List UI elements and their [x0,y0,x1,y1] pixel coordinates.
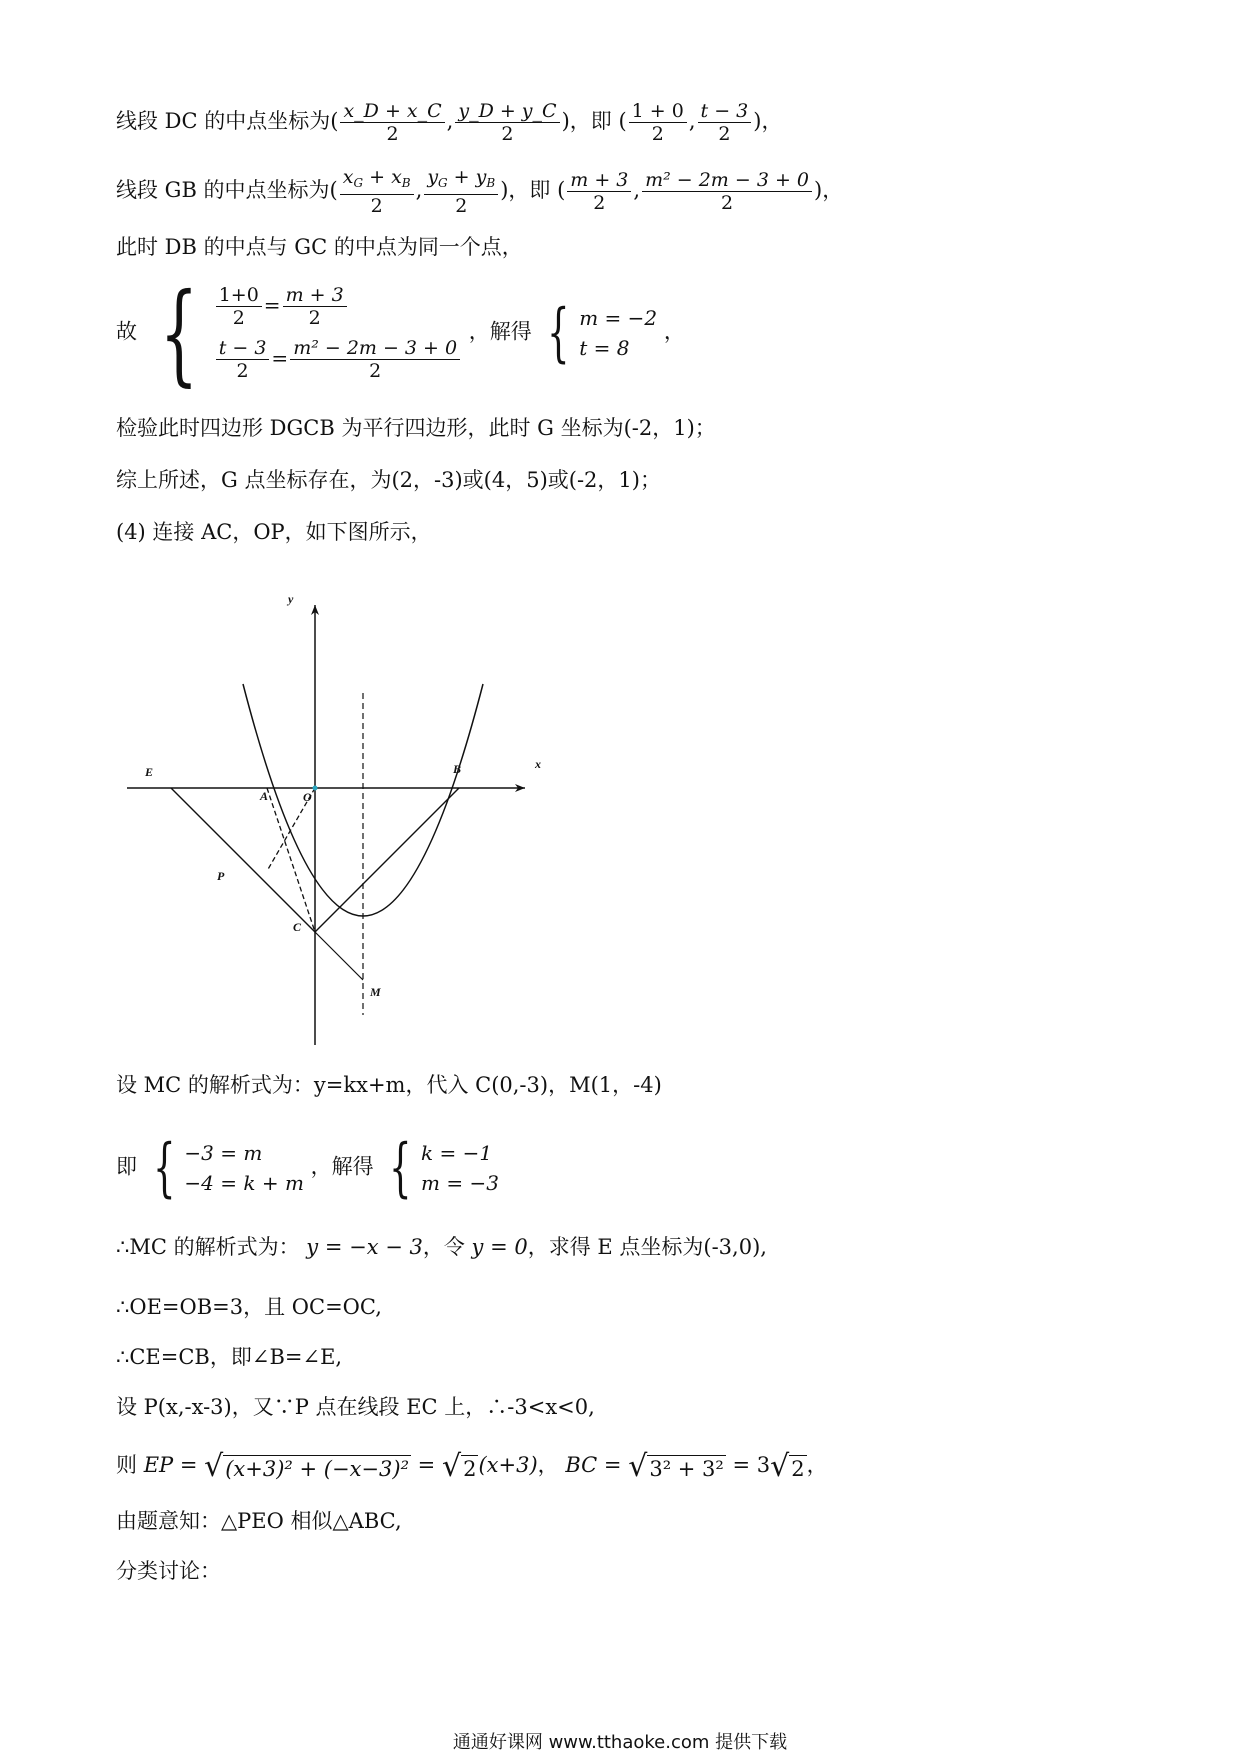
text: = [417,1453,436,1477]
fraction [642,169,812,214]
line-part4: (4) 连接 AC，OP，如下图所示， [116,520,432,544]
radicand: 2 [791,1456,805,1481]
brace: { [159,269,198,397]
frac-num: $y_G + y_B$ [424,166,498,195]
equation: (x+3) [478,1453,538,1477]
label-P: P [217,869,225,883]
frac-num: m² − 2m − 3 + 0 [290,337,460,360]
brace: { [152,1131,176,1205]
fraction [340,100,444,145]
sqrt [770,1448,807,1484]
frac-num: m² − 2m − 3 + 0 [642,169,812,192]
text: ，即 ( [569,109,627,133]
segment-EC [171,788,315,932]
line-similar: 由题意知：△PEO 相似△ABC, [116,1509,402,1533]
brace: { [547,296,571,370]
segment-AC [267,788,315,932]
solution-system [380,1131,499,1205]
text: )， [753,109,783,133]
frac-num: y_D + y_C [455,100,559,123]
text: )， [814,178,844,202]
text: 即 [116,1154,137,1179]
label-O: O [303,790,312,804]
line-dc-midpoint: 线段 DC 的中点坐标为( $\frac{x\_D + x\_C}{2}$ , $\frac{y\_D + y\_C}{2}$ )，即 ( $\frac{1 + 0}{2}$ , $\frac{t - 3}{2}$ )， [116,100,783,145]
fraction [340,166,414,217]
equation: BC = [565,1453,622,1477]
equation: y = 0 [471,1235,528,1259]
radical-sign: √ [770,1448,790,1484]
equation: EP = [143,1453,198,1477]
page-footer: 通通好课网 www.tthaoke.com 提供下载 [452,1732,788,1753]
system-rows [184,1138,304,1198]
origin-dot [313,786,318,791]
frac-den: 2 [593,192,606,214]
fraction [216,284,262,329]
radicand: 2 [463,1456,477,1481]
text: ， [537,1453,559,1477]
fraction [216,337,270,382]
brace: { [389,1131,412,1205]
label-x: x [535,757,541,771]
label-E: E [145,765,154,779]
sqrt [441,1448,479,1484]
line-mc-result [116,1232,767,1262]
fraction [698,100,752,145]
segment-CM [315,932,363,980]
fraction [629,100,687,145]
text: ，解得 [310,1154,374,1179]
radicand: (x+3)² + (−x−3)² [225,1456,409,1481]
radical-sign: √ [204,1448,224,1484]
text: ， [806,1453,828,1477]
frac-den: 2 [718,123,731,145]
text: = 3 [732,1453,771,1477]
label-B: B [453,762,462,776]
label-C: C [293,920,302,934]
segment-BC [315,788,459,932]
text: = [263,293,281,317]
frac-den: 2 [455,195,468,217]
parabola-figure [120,575,560,1045]
system-row: m = −3 [421,1171,499,1195]
line-set-p: 设 P(x,-x-3)，又∵P 点在线段 EC 上，∴-3<x<0, [116,1395,595,1419]
frac-den: 2 [308,307,321,329]
frac-den: 2 [369,360,382,382]
text: 故 [116,319,137,344]
frac-num: 1 + 0 [629,100,687,123]
line-ep-bc [116,1450,828,1482]
frac-num: 1+0 [216,284,262,307]
system-row [214,337,462,382]
line-gb-midpoint: 线段 GB 的中点坐标为( $\frac{x_G + x_B}{2}$ , $\frac{y_G + y_B}{2}$ )，即 ( $\frac{m + 3}{2}$ , $\frac{\text{m² − 2m − 3 + 0}}{2}$ )， [116,166,844,217]
equation: y = −x − 3 [306,1235,423,1259]
system-row: −3 = m [184,1141,263,1165]
frac-num: $x_G + x_B$ [340,166,414,195]
system-rows [214,284,462,382]
frac-den: 2 [232,307,245,329]
text: 线段 GB 的中点坐标为( [116,178,338,202]
line-system-solve [116,269,685,397]
label-A: A [260,789,269,803]
system-row: m = −2 [579,306,658,330]
fraction [283,284,347,329]
system-rows [579,303,657,363]
text: ，解得 [468,319,532,344]
label-M: M [370,985,381,999]
line-summary: 综上所述，G 点坐标存在，为(2，-3)或(4，5)或(-2，1)； [116,468,661,492]
frac-den: 2 [236,360,249,382]
frac-num: m + 3 [283,284,347,307]
line-classify: 分类讨论： [116,1559,221,1583]
text: 则 [116,1453,137,1477]
line-mc-setup: 设 MC 的解析式为：y=kx+m，代入 C(0,-3)，M(1，-4) [116,1073,662,1097]
system-row: k = −1 [421,1141,493,1165]
frac-den: 2 [386,123,399,145]
line-oe-ob: ∴OE=OB=3，且 OC=OC, [116,1295,382,1319]
solution-system [538,296,658,370]
text: ，即 ( [508,178,566,202]
system-rows [421,1138,499,1198]
frac-den: 2 [651,123,664,145]
text: ，求得 E 点坐标为(-3,0), [527,1235,767,1259]
text: 线段 DC 的中点坐标为( [116,109,339,133]
system-row [214,284,462,329]
system-row: −4 = k + m [184,1171,304,1195]
fraction [567,169,631,214]
text: ， [663,319,685,344]
radical-sign: √ [441,1448,462,1484]
system-row: t = 8 [579,336,630,360]
frac-num: x_D + x_C [340,100,444,123]
radicand: 3² + 3² [649,1456,724,1481]
line-mc-system [116,1131,499,1205]
line-ce-cb: ∴CE=CB，即∠B=∠E, [116,1345,343,1369]
equation-system [144,1131,304,1205]
line-same-midpoint: 此时 DB 的中点与 GC 的中点为同一个点， [116,235,523,259]
line-check-parallelogram: 检验此时四边形 DGCB 为平行四边形，此时 G 坐标为(-2，1)； [116,416,716,440]
fraction [290,337,460,382]
frac-den: 2 [720,192,734,214]
sqrt [628,1448,726,1484]
text: ∴MC 的解析式为： [116,1235,300,1259]
label-y: y [288,592,294,606]
text: = [271,346,289,370]
frac-den: 2 [501,123,514,145]
fraction [424,166,498,217]
fraction [455,100,559,145]
equation-system [144,269,462,397]
radical-sign: √ [628,1448,648,1484]
frac-num: t − 3 [698,100,752,123]
frac-den: 2 [370,195,383,217]
text: ，令 [422,1235,465,1259]
frac-num: m + 3 [567,169,631,192]
frac-num: t − 3 [216,337,270,360]
sqrt [204,1448,411,1484]
